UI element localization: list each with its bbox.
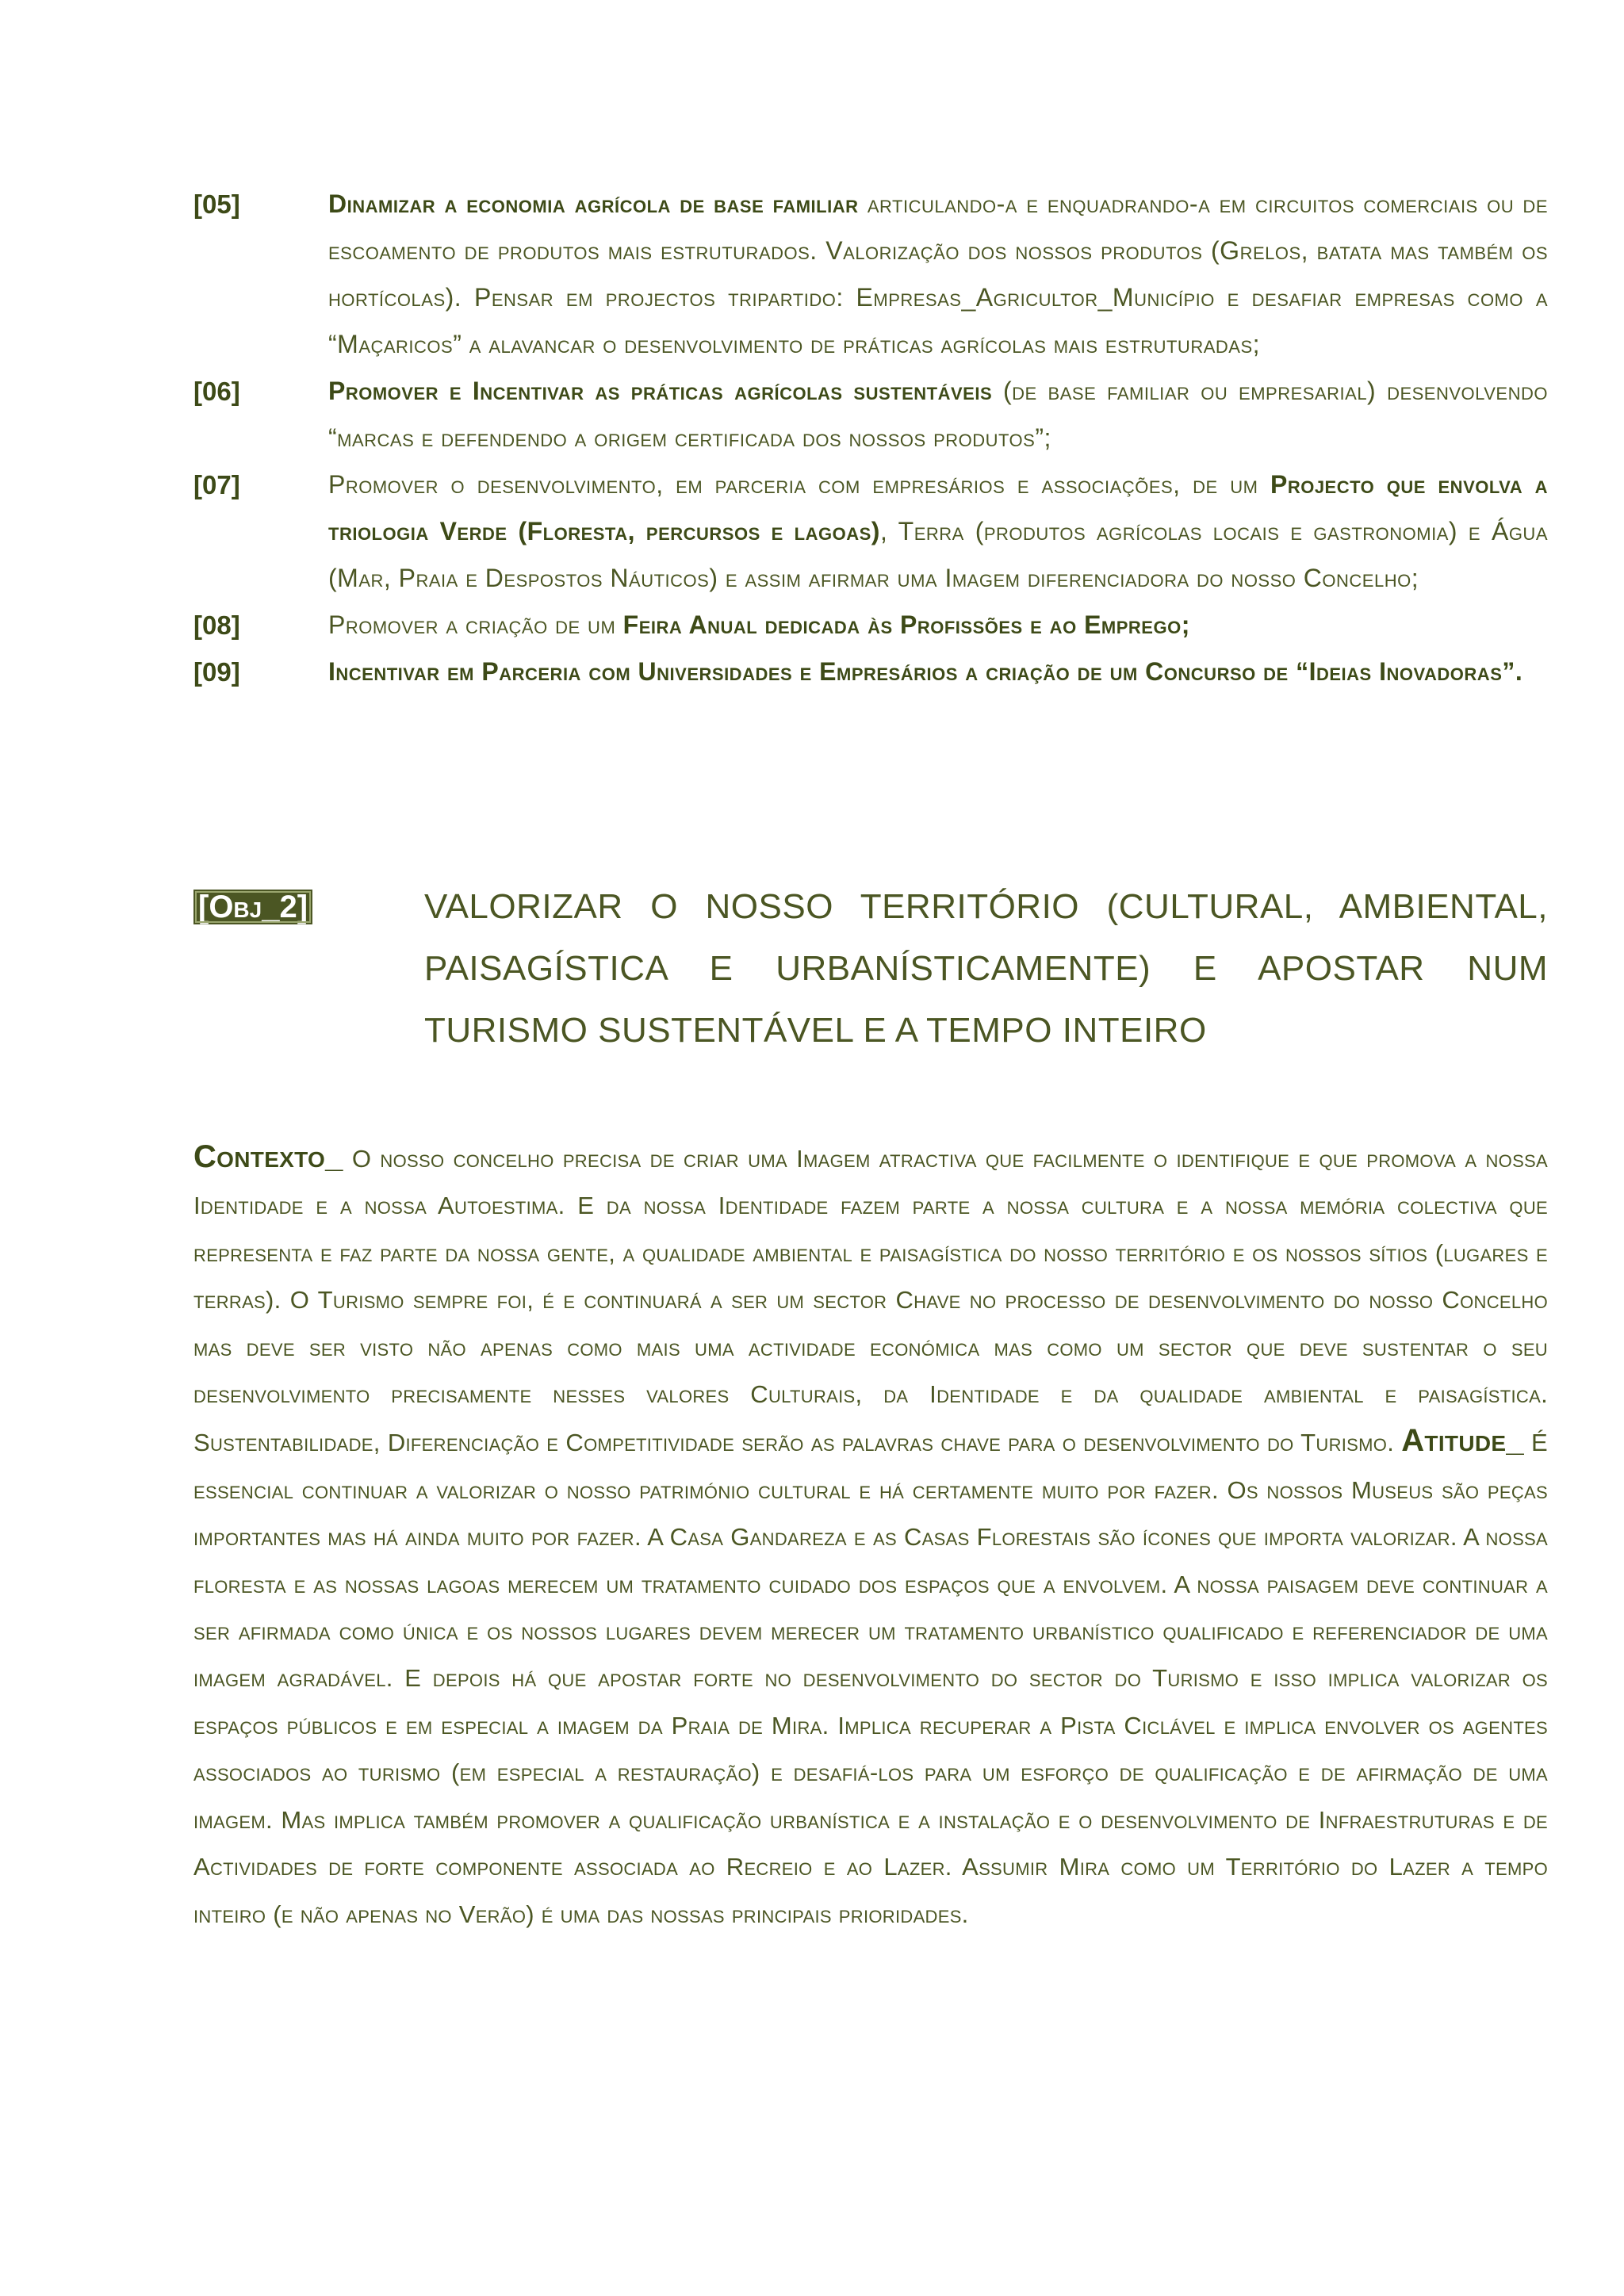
objective-title: VALORIZAR O NOSSO TERRITÓRIO (CULTURAL, AMBIENTAL, PAISAGÍSTICA E URBANÍSTICAMENTE) E APOSTAR NUM TURISMO SUSTENTÁVEL E A TEMPO INTEIRO	[424, 887, 1548, 1050]
item-bold: Projecto que envolva a triologia Verde (Floresta, percursos e lagoas)	[328, 470, 1549, 545]
item-rest: articulando-a e enquadrando-a em circuitos comerciais ou de escoamento de produtos mais estruturados. Valorização dos nossos produtos (Grelos, batata mas também os hortícolas). Pensar em projectos tripartido: Empresas_Agricultor_Município e desafiar empresas como a “Maçaricos” a alavancar o desenvolvimento de práticas agrícolas mais estruturadas;	[328, 189, 1548, 358]
item-pre: Promover a criação de um	[328, 610, 623, 639]
list-item-08	[193, 602, 1548, 649]
item-bold: Incentivar em Parceria com Universidades e Empresários a criação de um Concurso de “Ideias Inovadoras”.	[328, 657, 1523, 686]
context-lead: Contexto_	[193, 1139, 343, 1174]
context-paragraph	[193, 1134, 1548, 1938]
attitude-lead: Atitude_	[1401, 1423, 1524, 1459]
attitude-text: É essencial continuar a valorizar o nosso património cultural e há certamente muito por fazer. Os nossos Museus são peças importantes mas há ainda muito por fazer. A Casa Gandareza e as Casas Florestais são ícones que importa valorizar. A nossa floresta e as nossas lagoas merecem um tratamento cuidado dos espaços que a envolvem. A nossa paisagem deve continuar a ser afirmada como única e os nossos lugares devem merecer um tratamento urbanístico qualificado e referenciador de uma imagem agradável. E depois há que apostar forte no desenvolvimento do sector do Turismo e isso implica valorizar os espaços públicos e em especial a imagem da Praia de Mira. Implica recuperar a Pista Ciclável e implica envolver os agentes associados ao turismo (em especial a restauração) e desafiá-los para um esforço de qualificação e de afirmação de uma imagem. Mas implica também promover a qualificação urbanística e a instalação e o desenvolvimento de Infraestruturas e de Actividades de forte componente associada ao Recreio e ao Lazer. Assumir Mira como um Território do Lazer a tempo inteiro (e não apenas no Verão) é uma das nossas principais prioridades.	[193, 1429, 1549, 1928]
objective-tag	[193, 876, 424, 1062]
item-rest: , Terra (produtos agrícolas locais e gastronomia) e Água (Mar, Praia e Despostos Náuticos) e assim afirmar uma Imagem diferenciadora do nosso Concelho;	[328, 517, 1548, 592]
list-item-07	[193, 461, 1548, 602]
item-pre: Promover o desenvolvimento, em parceria com empresários e associações, de um	[328, 470, 1270, 499]
item-text	[328, 181, 1548, 368]
item-text	[328, 602, 1548, 649]
item-number: [05]	[193, 189, 240, 219]
list-item-06	[193, 368, 1548, 461]
item-text	[328, 461, 1548, 602]
objective-tag-label: [Obj_2]	[193, 890, 312, 924]
objective-heading	[193, 876, 1548, 1062]
item-bold: Promover e Incentivar as práticas agrícolas sustentáveis	[328, 377, 993, 405]
item-bold: Dinamizar a economia agrícola de base familiar	[328, 189, 859, 218]
context-text: O nosso concelho precisa de criar uma Imagem atractiva que facilmente o identifique e que promova a nossa Identidade e a nossa Autoestima. E da nossa Identidade fazem parte a nossa cultura e a nossa memória colectiva que representa e faz parte da nossa gente, a qualidade ambiental e paisagística do nosso território e os nossos sítios (lugares e terras). O Turismo sempre foi, é e continuará a ser um sector Chave no processo de desenvolvimento do nosso Concelho mas deve ser visto não apenas como mais uma actividade económica mas como um sector que deve sustentar o seu desenvolvimento precisamente nesses valores Culturais, da Identidade e da qualidade ambiental e paisagística. Sustentabilidade, Diferenciação e Competitividade serão as palavras chave para o desenvolvimento do Turismo.	[193, 1145, 1548, 1457]
list-item-09	[193, 649, 1548, 695]
item-number: [06]	[193, 377, 240, 406]
item-number: [09]	[193, 657, 240, 687]
item-rest: (de base familiar ou empresarial) desenvolvendo “marcas e defendendo a origem certificada dos nossos produtos”;	[328, 377, 1548, 452]
item-number: [08]	[193, 610, 240, 640]
item-text	[328, 368, 1548, 461]
item-text	[328, 649, 1548, 695]
item-bold: Feira Anual dedicada às Profissões e ao Emprego;	[622, 610, 1190, 639]
list-item-05	[193, 181, 1548, 368]
measures-list	[193, 181, 1548, 695]
item-number: [07]	[193, 470, 240, 499]
